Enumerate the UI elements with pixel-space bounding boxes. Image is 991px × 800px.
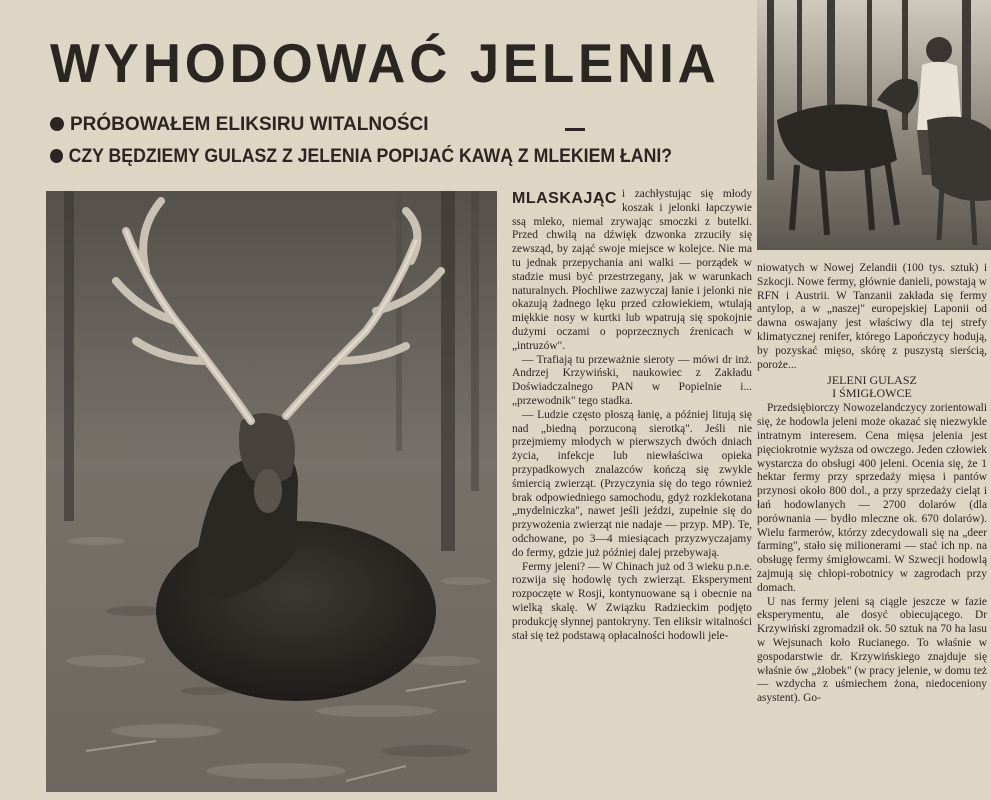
subheading-line-2: I ŚMIGŁOWCE	[832, 386, 912, 401]
paragraph-text: i zachłystując się młody koszak i jelonki łapczywie ssą mleko, niemal zrywając smoczki z butelki. Przed chwilą na dźwięk dzwonka zrzuciły się zewsząd, by zająć swoje miejsce w kolejce. Nie ma tu jednak przepychania ani walki — porządek w stadzie musi być przestrzegany, jak w warunkach naturalnych. Płochliwe zazwyczaj łanie i jelonki nie okazują żadnego lęku przed człowiekiem, wtulają miękkie nosy w kurtki lub wpatrują się spokojnie dużymi oczami o poprzecznych źrenicach w „intruzów".	[512, 188, 752, 352]
paragraph: Fermy jeleni? — W Chinach już od 3 wieku p.n.e. rozwija się hodowlę tych zwierząt. Eksperyment rozpoczęte w Rosji, kontynuowane są i obecnie na wielką skalę. W Związku Radzieckim podjęto produkcję słynnej pantokryny. Ten eliksir witalności stał się też podstawą opłacalności hodowli jele-	[512, 560, 752, 642]
subhead-2	[50, 146, 672, 168]
subhead-1	[50, 114, 429, 136]
section-subheading	[757, 374, 987, 400]
lead-word: MLASKAJĄC	[512, 190, 617, 207]
fawn-feeding-photo-drawing	[757, 0, 991, 250]
article-headline: WYHODOWAĆ JELENIA	[50, 32, 720, 94]
fawn-feeding-photo	[757, 0, 991, 250]
article-column-1	[512, 188, 752, 798]
subhead-2-text: CZY BĘDZIEMY GULASZ Z JELENIA POPIJAĆ KAWĄ Z MLEKIEM ŁANI?	[68, 146, 673, 167]
bullet-icon	[50, 117, 64, 131]
article-column-2	[757, 262, 987, 798]
paragraph: U nas fermy jeleni są ciągle jeszcze w fazie eksperymentu, ale dosyć obiecującego. Dr Krzywiński zgromadził ok. 50 sztuk na 70 ha lasu w Wejsunach koło Rucianego. To właśnie w gospodarstwie dr. Krzywińskiego znajduje się właśnie ów „żłobek" (w pracy jelenie, w domu też — wzdycha z uśmiechem żona, niedoceniony asystent). Go-	[757, 595, 987, 705]
paragraph: Przedsiębiorczy Nowozelandczycy zorientowali się, że hodowla jeleni może okazać się niezwykle intratnym interesem. Cena mięsa jelenia jest pięciokrotnie wyższa od owczego. Jeden człowiek wystarcza do obsługi 400 jeleni. Ocenia się, że 1 hektar fermy przy sprzedaży mięsa i pantów przynosi około 800 dol., a przy sprzedaży cieląt i łań hodowlanych — 2700 dolarów (dla porównania — bydło mleczne ok. 670 dolarów). Wielu farmerów, którzy zdecydowali się na „deer farming", stało się milionerami — stać ich np. na obsługę fermy śmigłowcami. W Szwecji hodowlą zajmują się chłopi-robotnicy w zagrodach przy domach.	[757, 402, 987, 594]
bullet-icon	[50, 149, 63, 163]
subhead-1-text: PRÓBOWAŁEM ELIKSIRU WITALNOŚCI	[70, 114, 429, 135]
paragraph: niowatych w Nowej Zelandii (100 tys. sztuk) i Szkocji. Nowe fermy, głównie danieli, powstają w RFN i Austrii. W Tanzanii zakłada się fermy antylop, a w „naszej" europejskiej Laponii od dawna oswajany jest właściwy dla tej strefy klimatycznej renifer, którego Lapończycy hodują, by pozyskać mięso, skórę z puszystą sierścią, poroże...	[757, 262, 987, 371]
paragraph: — Trafiają tu przeważnie sieroty — mówi dr inż. Andrzej Krzywiński, naukowiec z Zakładu Doświadczalnego PAN w Popielnie i... „przewodnik" tego stadka.	[512, 353, 752, 407]
paragraph: — Ludzie często płoszą łanię, a później litują się nad „biedną porzuconą sierotką". Jeśli nie przejmiemy młodych w pierwszych dwóch dniach życia, infekcje lub niewłaściwa opieka przypadkowych znalazców kończą się zwykle śmiercią zwierząt. (Przyczynia się do tego również brak odpowiedniego samochodu, gdyż rozklekotana „mydelniczka", nawet jeśli jeździ, zupełnie się do przywożenia zwierząt nie nadaje — przyp. MP). Te, odchowane, po 3—4 miesiącach przyzwyczajamy do fermy, gdzie już później dalej przebywają.	[512, 408, 752, 559]
decorative-dash	[565, 128, 585, 131]
stag-photo	[46, 191, 497, 792]
stag-photo-drawing	[46, 191, 497, 792]
subheading-line-1: JELENI GULASZ	[827, 373, 917, 388]
paragraph	[512, 188, 752, 354]
